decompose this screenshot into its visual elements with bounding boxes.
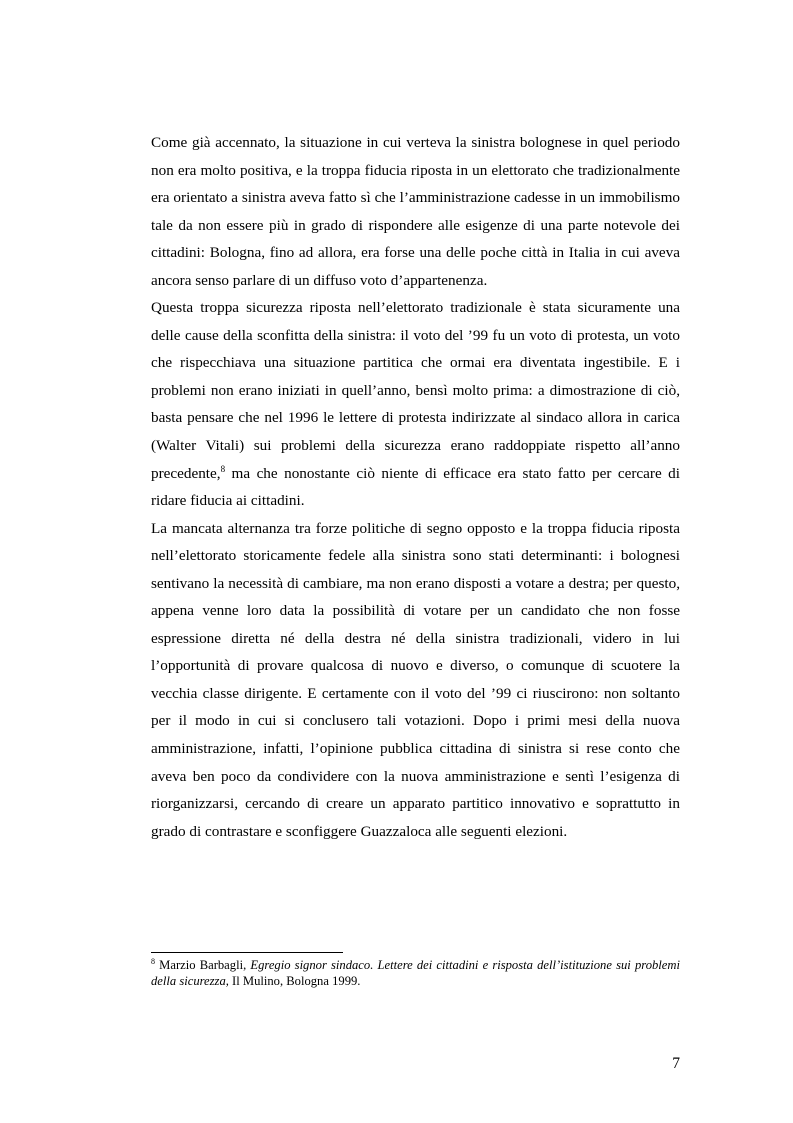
footnote-title: Egregio signor sindaco. Lettere dei cittadini e risposta dell’istituzione sui problemi della sicurezza, — [151, 958, 680, 988]
paragraph-2-text-b: ma che nonostante ciò niente di efficace era stato fatto per cercare di ridare fiducia ai cittadini. — [151, 464, 680, 510]
paragraph-2 — [151, 294, 680, 514]
paragraph-1: Come già accennato, la situazione in cui verteva la sinistra bolognese in quel periodo non era molto positiva, e la troppa fiducia riposta in un elettorato che tradizionalmente era orientato a sinistra aveva fatto sì che l’amministrazione cadesse in un immobilismo tale da non essere più in grado di rispondere alle esigenze di una parte notevole dei cittadini: Bologna, fino ad allora, era forse una delle poche città in Italia in cui aveva ancora senso parlare di un diffuso voto d’appartenenza. — [151, 134, 680, 289]
footnote-author: Marzio Barbagli, — [159, 958, 247, 972]
footnote-separator — [151, 952, 343, 953]
body-text — [151, 129, 680, 845]
paragraph-2-text-a: Questa troppa sicurezza riposta nell’elettorato tradizionale è stata sicuramente una delle cause della sconfitta della sinistra: il voto del ’99 fu un voto di protesta, un voto che rispecchiava una situazione partitica che ormai era diventata ingestibile. E i problemi non erano iniziati in quell’anno, bensì molto prima: a dimostrazione di ciò, basta pensare che nel 1996 le lettere di protesta indirizzate al sindaco allora in carica (Walter Vitali) sui problemi della sicurezza erano raddoppiate rispetto all’anno precedente, — [151, 299, 680, 482]
footnote-reference: 8 — [220, 463, 226, 474]
footnote-number: 8 — [151, 957, 155, 966]
footnote — [151, 958, 680, 989]
page-number: 7 — [672, 1055, 680, 1072]
footnote-publisher: Il Mulino, Bologna 1999. — [232, 973, 361, 988]
paragraph-3: La mancata alternanza tra forze politiche di segno opposto e la troppa fiducia riposta nell’elettorato storicamente fedele alla sinistra sono stati determinanti: i bolognesi sentivano la necessità di cambiare, ma non erano disposti a votare a destra; per questo, appena venne loro data la possibilità di votare per un candidato che non fosse espressione diretta né della destra né della sinistra tradizionali, videro in lui l’opportunità di provare qualcosa di nuovo e diverso, o comunque di scuotere la vecchia classe dirigente. E certamente con il voto del ’99 ci riuscirono: non soltanto per il modo in cui si conclusero tali votazioni. Dopo i primi mesi della nuova amministrazione, infatti, l’opinione pubblica cittadina di sinistra si rese conto che aveva ben poco da condividere con la nuova amministrazione e sentì l’esigenza di riorganizzarsi, cercando di creare un apparato partitico innovativo e soprattutto in grado di contrastare e sconfiggere Guazzaloca alle seguenti elezioni. — [151, 519, 680, 840]
